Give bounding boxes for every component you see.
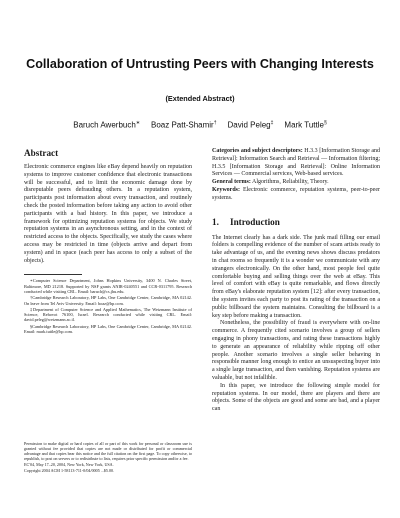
author: David Peleg‡ <box>227 120 274 130</box>
intro-paragraph: In this paper, we introduce the following simple model for reputation systems. In our model, there are players and there are objects. Some of the objects are good and some are bad, and a player can <box>212 382 380 413</box>
paper-title: Collaboration of Untrusting Peers with Changing Interests <box>26 57 374 71</box>
general-terms: General terms: Algorithms, Reliability, Theory. <box>212 179 329 186</box>
author-list <box>24 120 376 130</box>
footnote-rule <box>24 274 82 275</box>
abstract-heading: Abstract <box>24 148 59 158</box>
keywords: Keywords: Electronic commerce, reputation systems, peer-to-peer systems. <box>212 186 380 201</box>
footnote: ∗Computer Science Department, Johns Hopkins University, 3400 N. Charles Street, Baltimore, MD 21218. Supported by NSF grants ANIR-0240551 and CCR-0311795. Research conducted while visiting CRL. Email: baruch@cs.jhu.edu. <box>24 278 192 294</box>
author: Baruch Awerbuch∗ <box>73 120 140 130</box>
permission-text: Permission to make digital or hard copies of all or part of this work for personal or classroom use is granted without fee provided that copies are not made or distributed for profit or commercial advantage and that copies bear this notice and the full citation on the first page. To copy otherwise, to republish, to post on servers or to redistribute to lists, requires prior specific permission and/or a fee. <box>24 441 192 462</box>
intro-heading: 1. Introduction <box>212 216 280 227</box>
footnote: †Cambridge Research Laboratory, HP Labs, One Cambridge Center, Cambridge, MA 02142. On leave from Tel Aviv University. Email: boaz@hp.com. <box>24 295 192 306</box>
paper-subtitle: (Extended Abstract) <box>165 94 235 103</box>
permission-notice <box>24 441 192 475</box>
footnote: §Cambridge Research Laboratory, HP Labs, One Cambridge Center, Cambridge, MA 02142. Email: mark.tuttle@hp.com. <box>24 323 192 335</box>
footnote: ‡Department of Computer Science and Applied Mathematics, The Weizmann Institute of Science, Rehovot 76100, Israel. Research conducted while visiting CRL. Email: david.peleg@weizmann.ac.il. <box>24 306 192 323</box>
copyright-line: Copyright 2004 ACM 1-58113-711-0/04/0005 ...$5.00. <box>24 468 115 474</box>
author: Boaz Patt-Shamir† <box>151 120 217 130</box>
abstract-text: Electronic commerce engines like eBay depend heavily on reputation systems to improve customer confidence that electronic transactions will be successful, and to limit the economic damage done by disreputable peers defrauding others. In a reputation system, participants post information about every transaction, and routinely check the posted information before taking any action to avoid other participants with a bad history. In this paper, we introduce a framework for optimizing reputation systems for objects. We study reputation systems in an asynchronous setting, and in the context of restricted access to the objects. Specifically, we study the cases where access may be restricted in time (objects arrive and depart from system) and in space (each peer has access to only a subset of the objects). <box>24 164 192 264</box>
intro-paragraph: Nonetheless, the possibility of fraud is everywhere with on-line commerce. A frequently cited scenario involves a group of sellers engaging in phony transactions, and rating these transactions highly to generate an appearance of reliability while ripping off other people. Another scenario involves a single seller behaving in responsible manner long enough to entice an unsuspecting buyer into a single large transaction, and then vanishing. Reputation systems are valuable, but not infallible. <box>212 320 380 381</box>
categories: Categories and subject descriptors: H.3.3 [Information Storage and Retrieval]: Information Search and Retrieval — Information filtering; H.3.5 [Information Storage and Retrieval]: Online Information Services — Commercial services, Web-based services. <box>212 148 380 178</box>
intro-paragraph: The Internet clearly has a dark side. The junk mail filling our email folders is compelling evidence of the number of scam artists ready to take advantage of us, and the evening news shows discuss predators in chat rooms so frequently it is a wonder we communicate with any strangers electronically. On the other hand, most people feel quite comfortable buying and selling things over the web at eBay. This level of comfort with eBay is quite remarkable, and flows directly from eBay's elaborate reputation system [12]: after every transaction, the system invites each party to post its rating of the transaction on a public billboard the system maintains. Consulting the billboard is a key step before making a transaction. <box>212 234 380 319</box>
conference-line: EC'04, May 17–20, 2004, New York, New York, USA. <box>24 462 114 468</box>
author: Mark Tuttle§ <box>284 120 327 130</box>
right-column <box>212 148 380 414</box>
left-column <box>24 148 192 335</box>
